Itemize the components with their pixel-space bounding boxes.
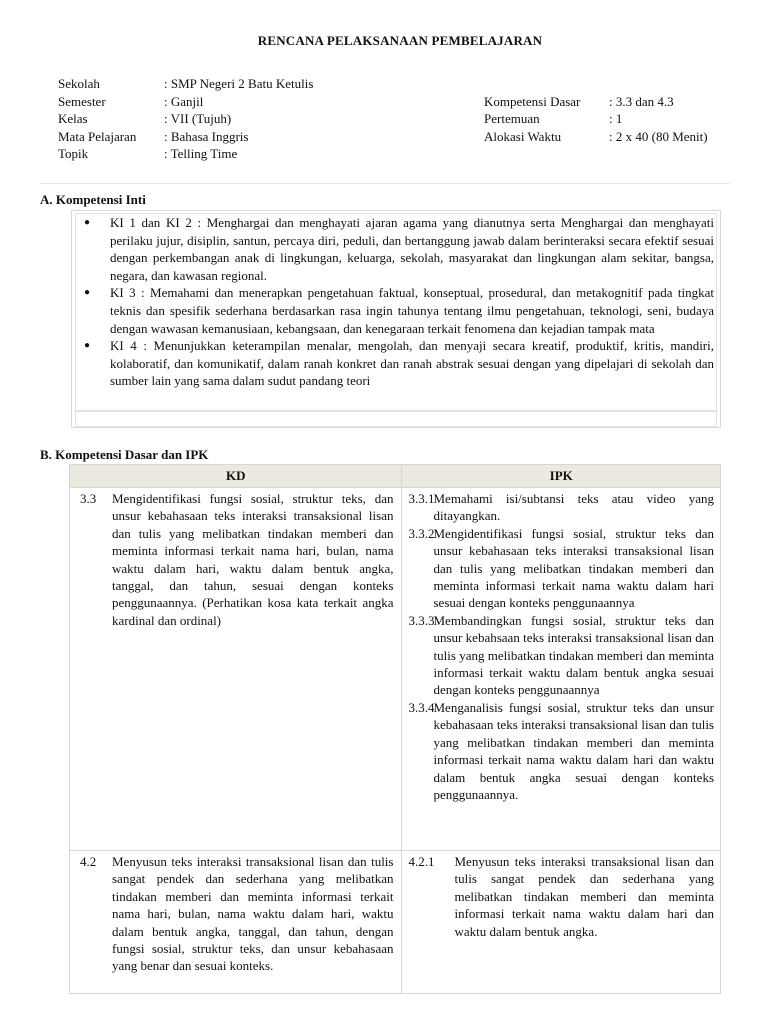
kd-item [80,853,393,975]
ipk-text: Menganalisis fungsi sosial, struktur teks dan unsur kebahasaan teks interaksi transaksional lisan dan tulis yang melibatkan tindakan memberi dan meminta informasi terkait nama waktu dalam hari dan waktu dalam bentuk angka sesuai dengan konteks penggunaannya. [433,699,714,802]
identity-value: : 1 [609,111,623,127]
ki-text: KI 1 dan KI 2 : Menghargai dan menghayati ajaran agama yang dianutnya serta Menghargai dan menghayati perilaku jujur, disiplin, santun, percaya diri, peduli, dan bertanggung jawab dalam berinteraksi secara efektif sesuai dengan perkembangan anak di lingkungan, keluarga, sekolah, masyarakat dan lingkungan alam sekitar, bangsa, negara, dan kawasan regional. [110,215,714,283]
kompetensi-inti-list [82,214,714,390]
identity-value: : Bahasa Inggris [164,128,249,144]
ipk-cell [402,851,721,994]
table-row [70,851,721,994]
table-row [70,488,721,851]
ipk-code: 3.3.4 [408,699,435,715]
identity-label: Sekolah [58,76,100,91]
list-item [82,214,714,284]
identity-label: Topik [58,146,89,162]
ipk-item [408,525,714,612]
list-item [82,284,714,337]
identity-value: : Ganjil [164,93,204,109]
kd-ipk-table [69,464,721,994]
ipk-code: 3.3.1 [408,491,435,506]
kd-cell [70,851,402,994]
kd-item [80,490,393,629]
identity-value: : 3.3 dan 4.3 [609,93,674,109]
kd-code: 3.3 [80,491,97,506]
page-title: RENCANA PELAKSANAAN PEMBELAJARAN [257,33,543,48]
table-header-row [70,465,721,488]
ipk-code: 3.3.3 [408,612,435,628]
bullet-icon: ● [84,217,91,228]
column-header-kd: KD [70,465,402,488]
ipk-cell [402,488,721,851]
empty-row [75,411,717,427]
ki-text: KI 4 : Menunjukkan keterampilan menalar, mengolah, dan menyaji secara kreatif, produktif, kritis, mandiri, kolaboratif, dan komunikatif, dalam ranah konkret dan ranah abstrak sesuai dengan yang dipelajari di sekolah dan sumber lain yang sama dalam sudut pandang teori [110,338,714,389]
ipk-code: 4.2.1 [408,854,435,869]
ipk-code: 3.3.2 [408,525,435,541]
list-item [82,337,714,390]
identity-label: Alokasi Waktu [484,128,562,144]
identity-value: : Telling Time [164,146,238,162]
identity-label: Pertemuan [484,111,540,127]
ipk-text: Memahami isi/subtansi teks atau video yang ditayangkan. [433,491,714,524]
ipk-text: Menyusun teks interaksi transaksional lisan dan tulis sangat pendek dan sederhana yang melibatkan tindakan memberi dan meminta informasi terkait nama waktu dalam hari dan waktu dalam bentuk angka. [454,854,714,939]
kompetensi-inti-box [71,210,721,428]
section-heading-kd-ipk: B. Kompetensi Dasar dan IPK [40,447,209,462]
identity-value: : 2 x 40 (80 Menit) [609,128,708,144]
ipk-text: Membandingkan fungsi sosial, struktur teks dan unsur kebahsaan teks interaksi transaksional lisan dan tulis yang melibatkan tindakan memberi dan meminta informasi terkait waktu dalam bentuk angka sesuai dengan konteks penggunaannya [433,612,714,698]
identity-value: : SMP Negeri 2 Batu Ketulis [164,76,314,91]
section-heading-kompetensi-inti: A. Kompetensi Inti [40,192,146,207]
identity-value: : VII (Tujuh) [164,111,232,127]
kd-text: Menyusun teks interaksi transaksional lisan dan tulis sangat pendek dan sederhana yang melibatkan tindakan memberi dan meminta informasi terkait nama hari, bulan, nama waktu dalam hari, waktu dalam bentuk angka, tanggal, dan tahun, dengan fungsi sosial, struktur teks, dan unsur kebahasaan yang benar dan sesuai konteks. [112,854,394,974]
kd-cell [70,488,402,851]
ipk-item [408,490,714,525]
divider [40,183,730,184]
ipk-item [408,853,714,940]
kd-text: Mengidentifikasi fungsi sosial, struktur teks, dan unsur kebahasaan teks interaksi transaksional lisan dan tulis yang melibatkan tindakan memberi dan meminta informasi terkait nama hari, bulan, nama waktu dalam hari, waktu dalam bentuk angka, tanggal, dan tahun, sesuai dengan konteks penggunaannya. (Perhatikan kosa kata terkait angka kardinal dan ordinal) [112,491,394,628]
bullet-icon: ● [84,340,91,352]
bullet-icon: ● [84,287,91,299]
kd-code: 4.2 [80,854,97,869]
identity-label: Mata Pelajaran [58,128,137,144]
identity-label: Kompetensi Dasar [484,93,581,109]
ipk-item [408,699,714,803]
identity-label: Kelas [58,111,88,127]
column-header-ipk: IPK [402,465,721,488]
ipk-text: Mengidentifikasi fungsi sosial, struktur teks dan unsur kebahasaan teks interaksi transaksional lisan dan tulis yang melibatkan tindakan memberi dan meminta informasi terkait nama waktu dalam hari sesuai dengan konteks penggunaannya [433,525,714,611]
identity-label: Semester [58,93,106,109]
ipk-item [408,612,714,699]
ki-text: KI 3 : Memahami dan menerapkan pengetahuan faktual, konseptual, prosedural, dan metakognitif pada tingkat teknis dan spesifik sederhana berdasarkan rasa ingin tahunya tentang ilmu pengetahuan, teknologi, seni, budaya dengan wawasan kemanusiaan, kebangsaan, dan kenegaraan terkait fenomena dan kejadian tampak mata [110,285,714,336]
